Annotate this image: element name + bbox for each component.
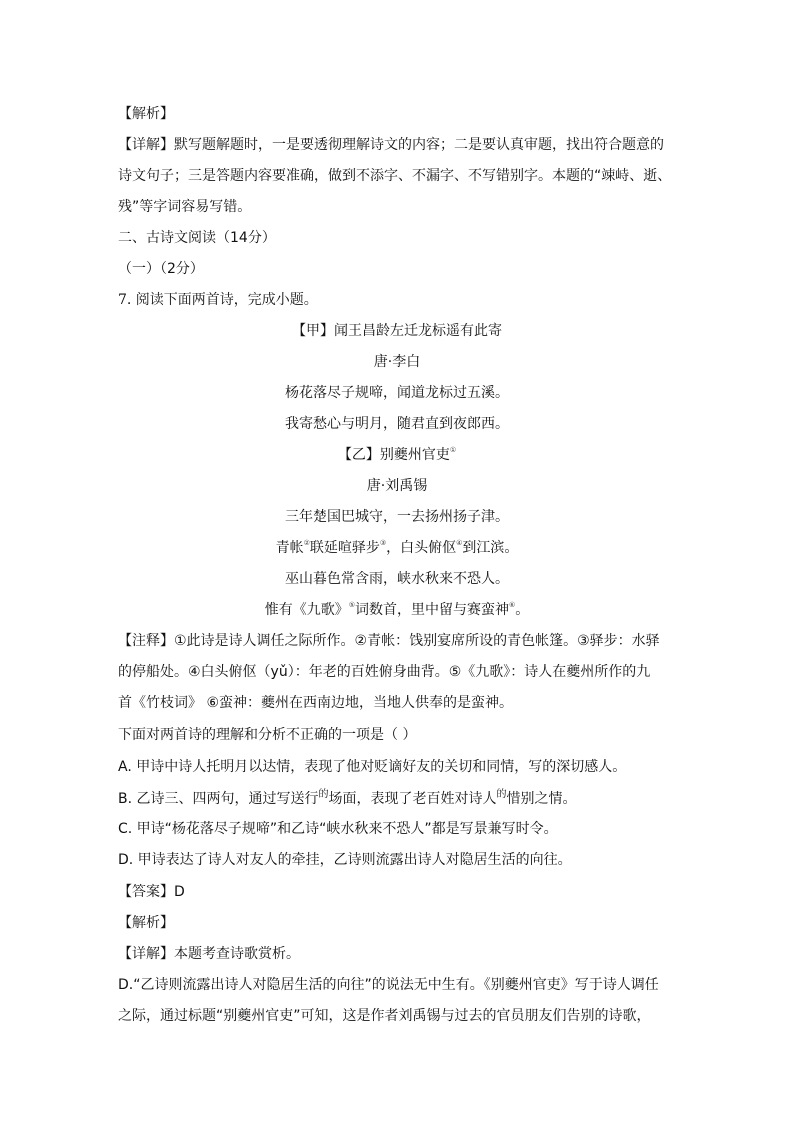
detail-text-line: 残”等字词容易写错。 xyxy=(118,199,252,215)
detail-text-line: 【详解】本题考查诗歌赏析。 xyxy=(118,946,300,962)
footnote-marker: ① xyxy=(449,446,457,454)
option-b xyxy=(118,789,577,809)
question-stem: 7. 阅读下面两首诗，完成小题。 xyxy=(118,292,318,308)
option-text-raised: 的 xyxy=(318,789,329,800)
notes-line: 【注释】①此诗是诗人调任之际所作。②青帐：饯别宴席所设的青色帐篷。③驿步：水驿 xyxy=(118,633,660,649)
footnote-marker: ④ xyxy=(456,539,463,547)
notes-line: 的停船处。④白头俯伛（yǔ）：年老的百姓俯身曲背。⑤《九歌》：诗人在夔州所作的九 xyxy=(118,664,651,680)
detail-text-line: 诗文句子；三是答题内容要准确，做到不添字、不漏字、不写错别字。本题的“竦峙、逝、 xyxy=(118,168,672,184)
option-a: A. 甲诗中诗人托明月以达情，表现了他对贬谪好友的关切和同情，写的深切感人。 xyxy=(118,759,627,775)
poem-text: 惟有《九歌》 xyxy=(264,602,349,618)
option-text: 惜别之情。 xyxy=(506,791,577,807)
poem-text: 联延喧驿步 xyxy=(309,540,380,556)
poem-yi-line: 巫山暮色常含雨，峡水秋来不恐人。 xyxy=(285,571,509,587)
option-d: D. 甲诗表达了诗人对友人的牵挂，乙诗则流露出诗人对隐居生活的向往。 xyxy=(118,852,572,868)
poem-yi-author: 唐·刘禹锡 xyxy=(366,478,428,494)
footnote-marker: ⑤ xyxy=(348,601,355,609)
poem-text: 到江滨。 xyxy=(462,540,519,556)
poem-text: 青帐 xyxy=(275,540,304,556)
poem-text: 。 xyxy=(515,602,530,618)
footnote-marker: ⑥ xyxy=(509,601,516,609)
poem-text: ，白头俯伛 xyxy=(386,540,457,556)
footnote-marker: ③ xyxy=(379,539,387,547)
poem-yi-title xyxy=(0,445,794,465)
poem-yi-line xyxy=(0,538,794,558)
analysis-heading: 【解析】 xyxy=(118,915,174,931)
footnote-marker: ② xyxy=(303,539,310,547)
poem-jia-line: 我寄愁心与明月，随君直到夜郎西。 xyxy=(285,416,509,432)
detail-text-line: 【详解】默写题解题时，一是要透彻理解诗文的内容；二是要认真审题，找出符合题意的 xyxy=(118,137,664,153)
option-text: B. 乙诗三、四两句，通过写送行 xyxy=(118,791,319,807)
question-prompt: 下面对两首诗的理解和分析不正确的一项是（ ） xyxy=(118,727,417,743)
poem-yi-line: 三年楚国巴城守，一去扬州扬子津。 xyxy=(285,509,509,525)
notes-line: 首《竹枝词》 ⑥蛮神：夔州在西南边地，当地人供奉的是蛮神。 xyxy=(118,695,513,711)
subsection-heading: （一）（2分） xyxy=(118,261,204,277)
poem-jia-author: 唐·李白 xyxy=(373,354,421,370)
detail-text-line: 之际，通过标题“别夔州官吏”可知，这是作者刘禹锡与过去的官员朋友们告别的诗歌， xyxy=(118,1008,651,1024)
poem-jia-title: 【甲】闻王昌龄左迁龙标遥有此寄 xyxy=(292,323,502,339)
poem-text: 词数首，里中留与赛蛮神 xyxy=(355,602,509,618)
analysis-heading: 【解析】 xyxy=(118,106,174,122)
section-heading: 二、古诗文阅读（14分） xyxy=(118,230,276,246)
option-text: 场面，表现了老百姓对诗人 xyxy=(328,791,497,807)
poem-yi-line xyxy=(0,600,794,620)
answer: 【答案】D xyxy=(118,884,185,900)
option-c: C. 甲诗“杨花落尽子规啼”和乙诗“峡水秋来不恐人”都是写景兼写时令。 xyxy=(118,821,558,837)
poem-jia-line: 杨花落尽子规啼，闻道龙标过五溪。 xyxy=(285,385,509,401)
option-text-raised: 的 xyxy=(496,789,507,800)
detail-text-line: D.“乙诗则流露出诗人对隐居生活的向往”的说法无中生有。《别夔州官吏》写于诗人调任 xyxy=(118,977,659,993)
poem-yi-title-text: 【乙】别夔州官吏 xyxy=(337,447,450,463)
